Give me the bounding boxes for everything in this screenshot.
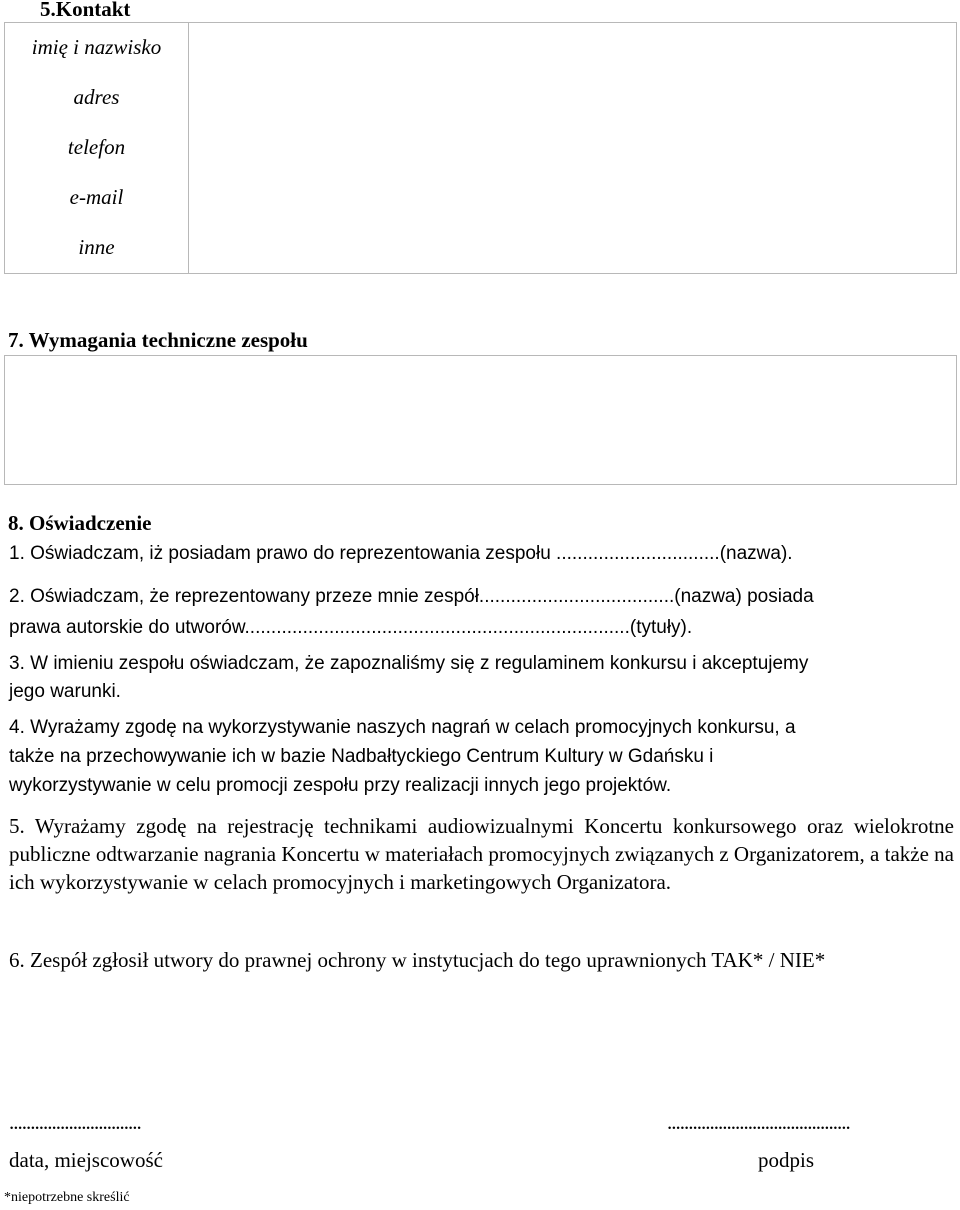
contact-table bbox=[4, 22, 957, 274]
contact-label-address: adres bbox=[73, 85, 120, 109]
tech-heading: 7. Wymagania techniczne zespołu bbox=[8, 328, 308, 352]
statement-item-2-line-2: prawa autorskie do utworów.........................................................................(tytuły). bbox=[9, 617, 693, 638]
date-place-label: data, miejscowość bbox=[9, 1148, 163, 1172]
contact-label-phone: telefon bbox=[67, 135, 126, 159]
statement-item-4-line-2: także na przechowywanie ich w bazie Nadbałtyckiego Centrum Kultury w Gdańsku i bbox=[9, 746, 714, 767]
statement-item-3-line-1: 3. W imieniu zespołu oświadczam, że zapoznaliśmy się z regulaminem konkursu i akceptujemy bbox=[9, 653, 809, 674]
statement-item-5: 5. Wyrażamy zgodę na rejestrację technikami audiowizualnymi Koncertu konkursowego oraz wielokrotne publiczne odtwarzanie nagrania Koncertu w materiałach promocyjnych związanych z Organizatorem, a także na ich wykorzystywanie w celach promocyjnych i marketingowych Organizatora. bbox=[9, 814, 954, 894]
statement-item-4-line-1: 4. Wyrażamy zgodę na wykorzystywanie naszych nagrań w celach promocyjnych konkursu, a bbox=[9, 717, 796, 738]
date-place-dotted-line[interactable]: ............................... bbox=[9, 1110, 141, 1134]
statement-item-3-line-2: jego warunki. bbox=[9, 681, 121, 702]
statement-heading: 8. Oświadczenie bbox=[8, 511, 152, 535]
statement-item-1: 1. Oświadczam, iż posiadam prawo do reprezentowania zespołu ...............................(nazwa). bbox=[9, 543, 793, 564]
contact-label-email: e-mail bbox=[69, 185, 124, 209]
contact-label-name: imię i nazwisko bbox=[31, 35, 162, 59]
contact-heading: 5.Kontakt bbox=[40, 0, 131, 21]
statement-item-4-line-3: wykorzystywanie w celu promocji zespołu przy realizacji innych jego projektów. bbox=[9, 775, 672, 796]
contact-label-other: inne bbox=[78, 235, 115, 259]
tech-requirements-field[interactable] bbox=[4, 355, 957, 485]
signature-label: podpis bbox=[758, 1148, 815, 1172]
signature-dotted-line[interactable]: ........................................... bbox=[667, 1110, 850, 1134]
footnote: *niepotrzebne skreślić bbox=[4, 1190, 130, 1205]
contact-values-field[interactable] bbox=[189, 23, 957, 274]
statement-item-2-line-1: 2. Oświadczam, że reprezentowany przeze mnie zespół.....................................(nazwa) posiada bbox=[9, 586, 814, 607]
statement-item-6: 6. Zespół zgłosił utwory do prawnej ochrony w instytucjach do tego uprawnionych TAK* / NIE* bbox=[9, 948, 826, 972]
contact-labels-cell bbox=[5, 23, 189, 274]
